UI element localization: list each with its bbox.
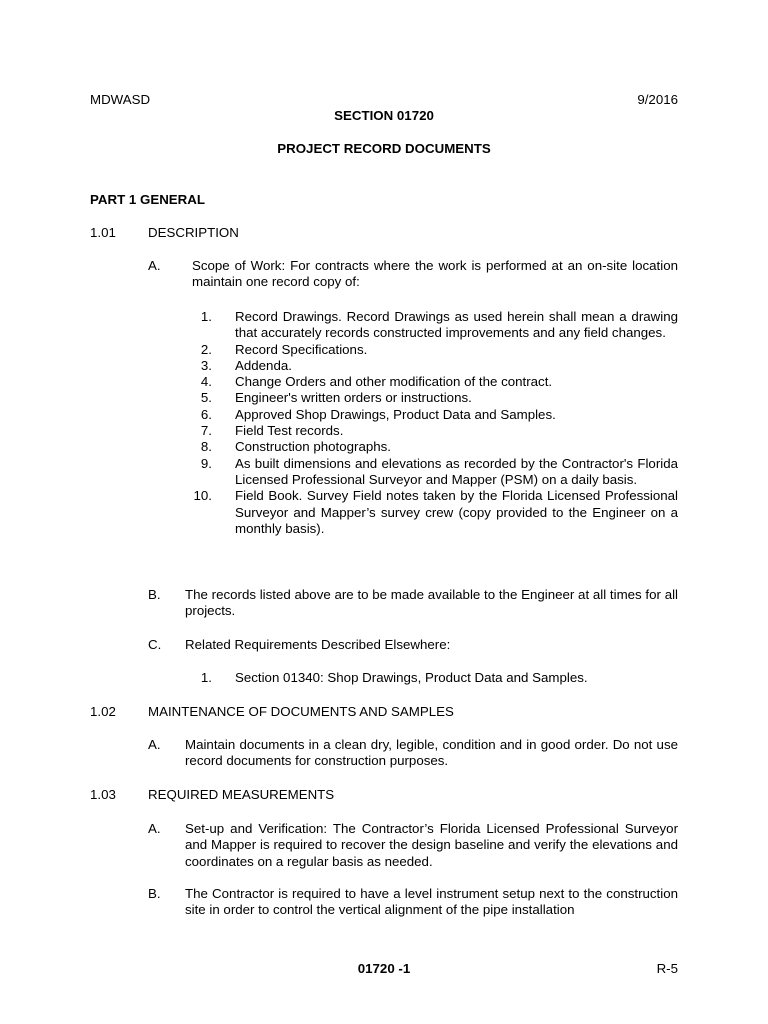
paragraph-records-available: The records listed above are to be made available to the Engineer at all times for all projects. [185,587,678,619]
list-item [190,439,678,455]
list-text: Approved Shop Drawings, Product Data and Samples. [235,406,556,422]
list-number: 2. [200,341,212,357]
related-section-01340: Section 01340: Shop Drawings, Product Data and Samples. [235,670,588,685]
list-text: Field Test records. [235,423,344,439]
paragraph-setup-verification: Set-up and Verification: The Contractor’s Florida Licensed Professional Surveyor and Mapper is required to recover the design baseline and verify the elevations and coordinates on a regular basis as needed. [185,821,678,869]
list-item [190,407,678,423]
paragraph-letter-a: A. [148,737,161,752]
section-heading-measurements: REQUIRED MEASUREMENTS [148,787,335,802]
list-item [190,342,678,358]
list-number: 7. [200,423,212,439]
paragraph-letter-b: B. [148,886,161,901]
revision-code: R-5 [656,961,678,976]
list-item [190,456,678,489]
list-item [190,309,678,342]
section-heading-description: DESCRIPTION [148,225,239,240]
list-item [190,423,678,439]
list-item [190,374,678,390]
list-item [190,488,678,537]
section-title: SECTION 01720 [334,108,434,123]
list-number: 3. [200,357,212,373]
paragraph-letter-c: C. [148,637,162,652]
list-number: 5. [200,390,212,406]
list-text: Addenda. [235,357,292,373]
record-documents-list [190,309,678,537]
list-item [190,390,678,406]
paragraph-letter-b: B. [148,587,161,602]
list-item [190,358,678,374]
list-text: Field Book. Survey Field notes taken by the Florida Licensed Professional Surveyor and Mapper’s survey crew (copy provided to the Engineer on a monthly basis). [235,488,678,536]
list-number: 1. [200,309,212,324]
list-number: 6. [200,406,212,422]
paragraph-letter-a: A. [148,821,161,836]
list-text: Record Drawings. Record Drawings as used herein shall mean a drawing that accurately records constructed improvements and any field changes. [235,309,678,341]
section-number-1-02: 1.02 [90,704,116,719]
paragraph-level-instrument: The Contractor is required to have a level instrument setup next to the construction site in order to control the vertical alignment of the pipe installation [185,886,678,918]
list-number: 10. [193,488,212,504]
list-text: Engineer's written orders or instructions. [235,390,472,406]
paragraph-letter-a: A. [148,258,161,273]
list-number: 9. [200,455,212,471]
part-heading: PART 1 GENERAL [90,192,206,207]
header-agency: MDWASD [90,92,151,107]
list-text: As built dimensions and elevations as recorded by the Contractor's Florida Licensed Professional Surveyor and Mapper (PSM) on a daily basis. [235,455,678,487]
paragraph-scope-of-work: Scope of Work: For contracts where the work is performed at an on-site location maintain one record copy of: [192,258,678,290]
paragraph-maintain-documents: Maintain documents in a clean dry, legible, condition and in good order. Do not use record documents for construction purposes. [185,737,678,769]
paragraph-related-requirements: Related Requirements Described Elsewhere: [185,637,451,652]
list-text: Change Orders and other modification of the contract. [235,374,553,390]
list-number: 1. [200,670,212,685]
page-number: 01720 -1 [357,961,411,976]
list-number: 4. [200,374,212,390]
list-number: 8. [200,439,212,455]
list-text: Record Specifications. [235,341,368,357]
header-date: 9/2016 [637,92,678,107]
document-title: PROJECT RECORD DOCUMENTS [277,141,491,156]
section-number-1-03: 1.03 [90,787,116,802]
section-number-1-01: 1.01 [90,225,116,240]
section-heading-maintenance: MAINTENANCE OF DOCUMENTS AND SAMPLES [148,704,454,719]
list-text: Construction photographs. [235,439,391,455]
